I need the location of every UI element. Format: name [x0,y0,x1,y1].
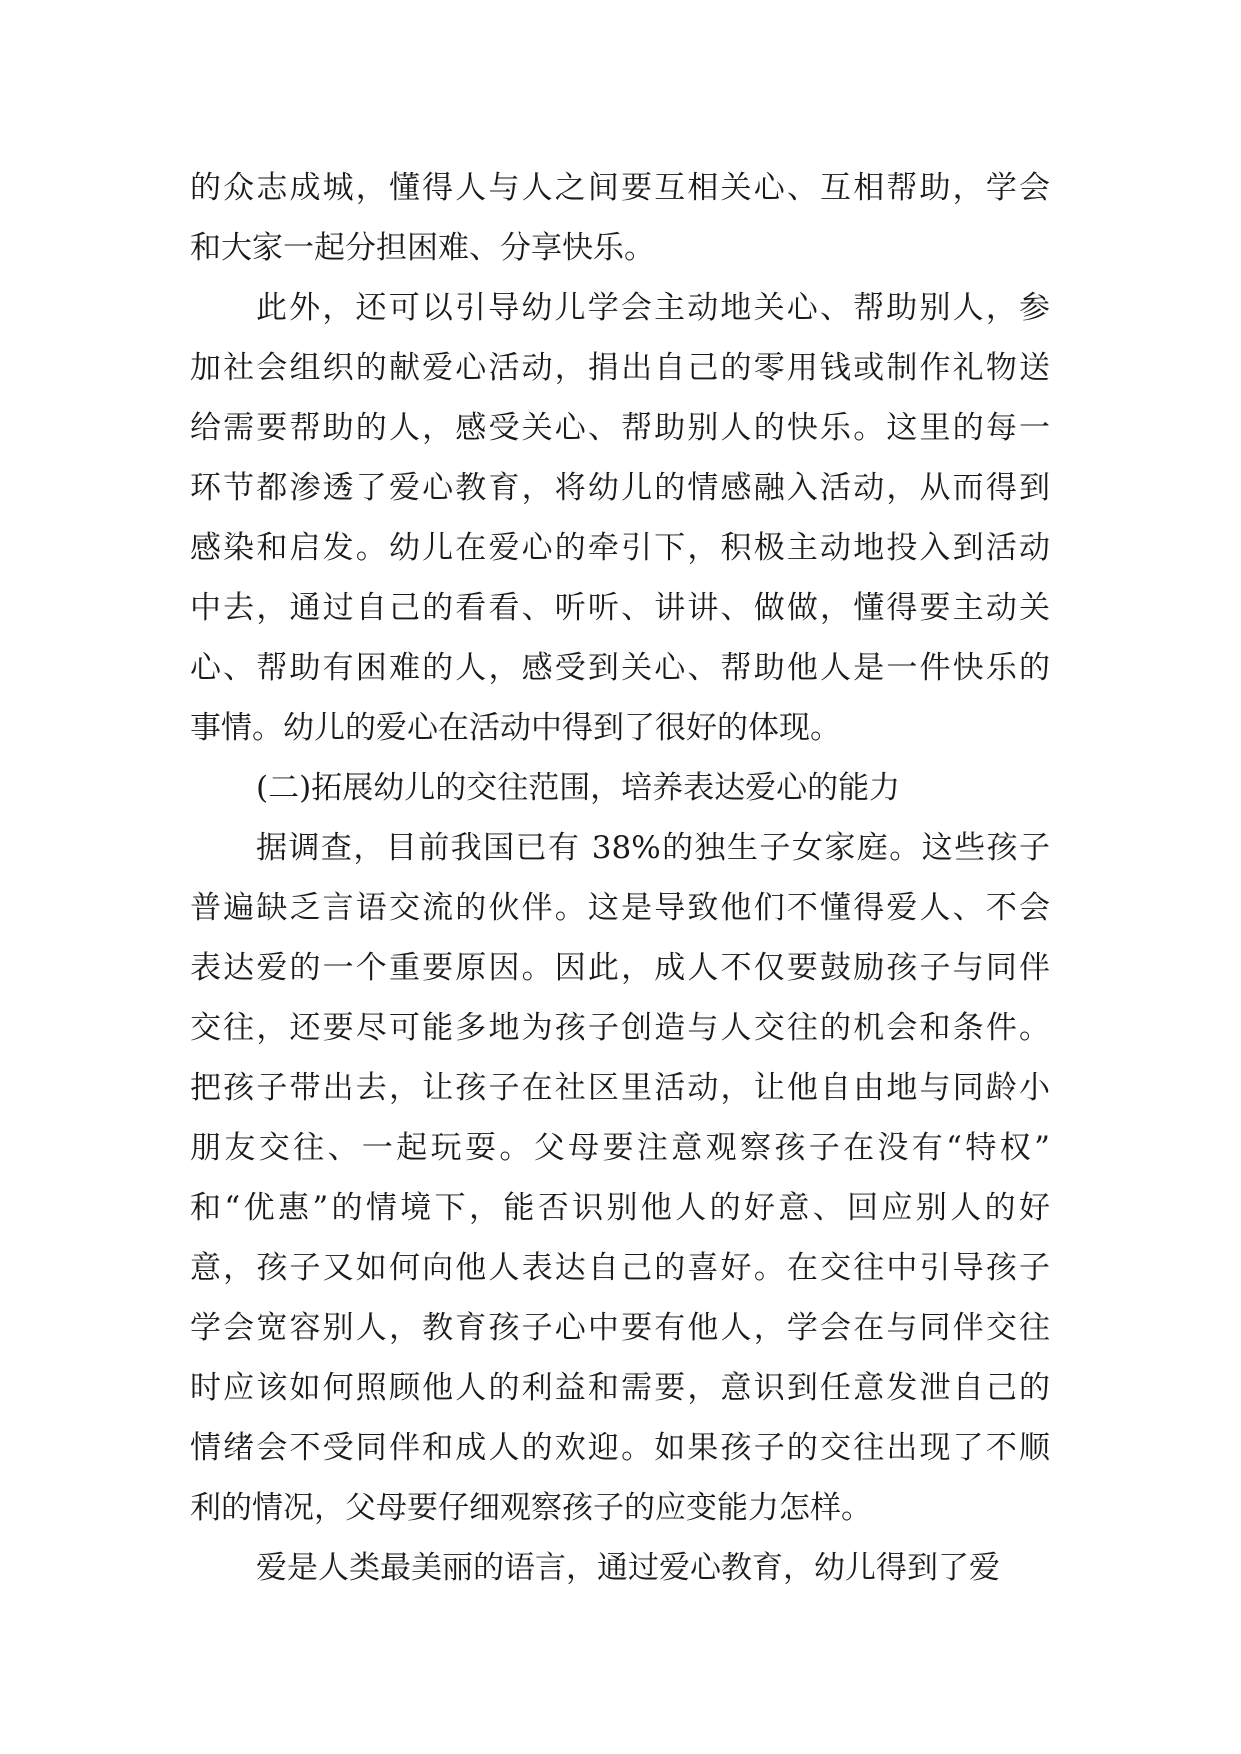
paragraph-start-line: 据调查，目前我国已有 38%的独生子女家庭。这些孩子 [256,830,1050,866]
text-line: 把孩子带出去，让孩子在社区里活动，让他自由地与同龄小 [190,1070,1050,1106]
text-line: 表达爱的一个重要原因。因此，成人不仅要鼓励孩子与同伴 [190,950,1050,986]
text-line: 和大家一起分担困难、分享快乐。 [190,230,655,266]
text-line: 加社会组织的献爱心活动，捐出自己的零用钱或制作礼物送 [190,350,1050,386]
section-heading: (二)拓展幼儿的交往范围，培养表达爱心的能力 [256,770,901,806]
text-line: 情绪会不受同伴和成人的欢迎。如果孩子的交往出现了不顺 [190,1430,1050,1466]
text-line: 事情。幼儿的爱心在活动中得到了很好的体现。 [190,710,841,746]
paragraph-start-line: 此外，还可以引导幼儿学会主动地关心、帮助别人，参 [256,290,1050,326]
text-line: 中去，通过自己的看看、听听、讲讲、做做，懂得要主动关 [190,590,1050,626]
text-line: 时应该如何照顾他人的利益和需要，意识到任意发泄自己的 [190,1370,1050,1406]
text-line: 利的情况，父母要仔细观察孩子的应变能力怎样。 [190,1490,872,1526]
text-line: 心、帮助有困难的人，感受到关心、帮助他人是一件快乐的 [190,650,1050,686]
text-line: 意，孩子又如何向他人表达自己的喜好。在交往中引导孩子 [190,1250,1050,1286]
text-line: 给需要帮助的人，感受关心、帮助别人的快乐。这里的每一 [190,410,1050,446]
text-line: 普遍缺乏言语交流的伙伴。这是导致他们不懂得爱人、不会 [190,890,1050,926]
text-line: 和“优惠”的情境下，能否识别他人的好意、回应别人的好 [190,1190,1050,1226]
text-line: 的众志成城，懂得人与人之间要互相关心、互相帮助，学会 [190,170,1050,206]
text-line: 感染和启发。幼儿在爱心的牵引下，积极主动地投入到活动 [190,530,1050,566]
text-line: 交往，还要尽可能多地为孩子创造与人交往的机会和条件。 [190,1010,1050,1046]
text-line: 学会宽容别人，教育孩子心中要有他人，学会在与同伴交往 [190,1310,1050,1346]
text-line: 朋友交往、一起玩耍。父母要注意观察孩子在没有“特权” [190,1130,1050,1166]
text-line: 环节都渗透了爱心教育，将幼儿的情感融入活动，从而得到 [190,470,1050,506]
body-text [190,158,1050,1598]
paragraph-start-line: 爱是人类最美丽的语言，通过爱心教育，幼儿得到了爱 [256,1550,1000,1586]
